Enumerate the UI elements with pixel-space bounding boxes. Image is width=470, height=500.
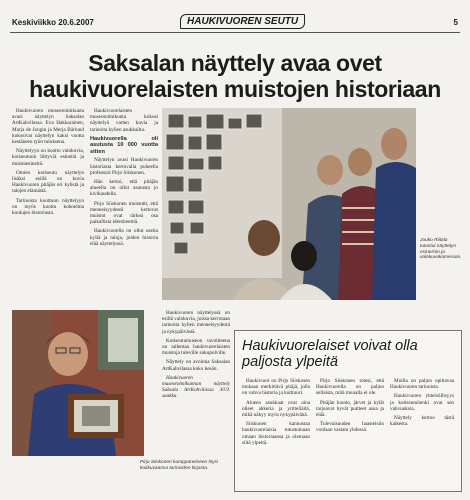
paragraph: Kotiseutumuseon tavoitteena on tallentaa haukivuorelaisten muistoja tuleville sukupolville. [162, 337, 230, 357]
article-column-1 [12, 108, 84, 298]
paragraph: Näyttely kertoo tästä kaikesta. [390, 415, 454, 428]
paragraph: Näyttelyn avasi Haukivuoren historiasta kertovalla puheella professori Pirjo Siiskonen. [90, 157, 158, 176]
paragraph: Pirjo Siiskonen totesi, että Haukivuorella on paljon sellaista, mitä muualla ei ole. [316, 378, 384, 397]
paragraph: Tulevaisuuden haasteisiin voidaan vastata yhdessä. [316, 421, 384, 434]
issue-date: Keskiviikko 20.6.2007 [12, 18, 94, 27]
paragraph: Haukivuoren näyttelyssä on esillä valokuvia, joissa kerrotaan tarinoita kylien menneisyydestä ja nykypäivästä. [162, 310, 230, 335]
portrait-caption: Pirjo Siiskonen kumppaneineen löysi kotikuvaansa tarinoiden kirjasta. [140, 460, 219, 471]
paragraph: Haukivuoren yhteisöllisyys ja kotiseutuhenki ovat sen vahvuuksia. [390, 393, 454, 412]
subheading: Haukivuorella oli asutusta 10 000 vuotta sitten [90, 135, 158, 155]
paragraph: Muilla on paljon opittavaa Haukivuoren tarinoista. [390, 378, 454, 391]
sidebar-column-3 [390, 378, 454, 484]
credit: Haukivuoren museotoimikunnan näyttely Saksala ArtKahvilassa 30.9. saakka. [162, 374, 230, 400]
paragraph: Hän kertoi, että pitäjän alueella on ollut asutusta jo kivikaudella. [90, 178, 158, 198]
paragraph: Pirjo Siiskonen muistutti, että menneisyydestä kertovat muistot ovat tärkeä osa paikallista identiteettiä. [90, 200, 158, 226]
sidebar-title: Haukivuorelaiset voivat olla paljosta ylpeitä [242, 338, 418, 370]
paragraph: Haukivuori on Pirjo Siiskosen mukaan merkittävä pitäjä, jolla on vahva historia ja kulttuuri. [242, 378, 310, 397]
masthead-rule [10, 32, 460, 33]
paragraph: Haukivuorelaisten museotoimikunta kokosi näyttelyä varten kuvia ja tarinoita kylien asukkailta. [90, 108, 158, 133]
sidebar-column-1 [242, 378, 310, 484]
paragraph: Haukivuorella on ollut useita kyliä ja taloja, joiden historia elää näyttelyssä. [90, 228, 158, 247]
exhibition-photo-image [162, 108, 416, 300]
portrait-photo [12, 310, 144, 456]
exhibition-photo [162, 108, 416, 300]
portrait-photo-image [12, 310, 144, 456]
paragraph: Pitäjän luonto, järvet ja kylät tarjoavat hyvät puitteet asua ja elää. [316, 399, 384, 419]
headline: Saksalan näyttely avaa ovet haukivuorelaisten muistojen historiaan [29, 50, 441, 102]
paragraph: Näyttelyyn on koottu valokuvia, kotiseutuun liittyviä esineitä ja muistoesineitä. [12, 148, 84, 167]
paragraph: Omien kotiseutu näyttelyn lisäksi esillä on kuvia Haukivuoren pitäjän eri kylistä ja talojen elämästä. [12, 169, 84, 195]
photo-caption: Jouko Riitala tutustui näyttelyn esineisiin ja valokuvakameraan. [420, 238, 462, 261]
paragraph: Alueen asukkaat ovat aina olleet ahkeria ja yritteliäitä, mikä näkyy myös nykypäivänä. [242, 399, 310, 419]
article-column-2 [90, 108, 158, 298]
newspaper-logo: HAUKIVUOREN SEUTU [180, 14, 305, 29]
lower-article-column [162, 310, 230, 460]
sidebar-column-2 [316, 378, 384, 484]
paragraph: Näyttely on avoinna Saksalan ArtKahvilassa koko kesän. [162, 359, 230, 372]
page-number: 5 [453, 18, 458, 27]
paragraph: Tarinoista koottuun näyttelyyn on myös koottu kokoelma koulujen historiasta. [12, 197, 84, 217]
paragraph: Haukivuoren museotoimikunta avasi näyttelyn Saksalan ArtKahvilassa. Eva Hakkarainen, Marja de Jongin ja Merja Bärlund kokosivat näyttelyn kaksi vuotta kestäneen työn tuloksena. [12, 108, 84, 146]
paragraph: Siiskonen kannustaa haukivuorelaisia tutustumaan omaan historiaansa ja olemaan siitä ylpeitä. [242, 421, 310, 446]
